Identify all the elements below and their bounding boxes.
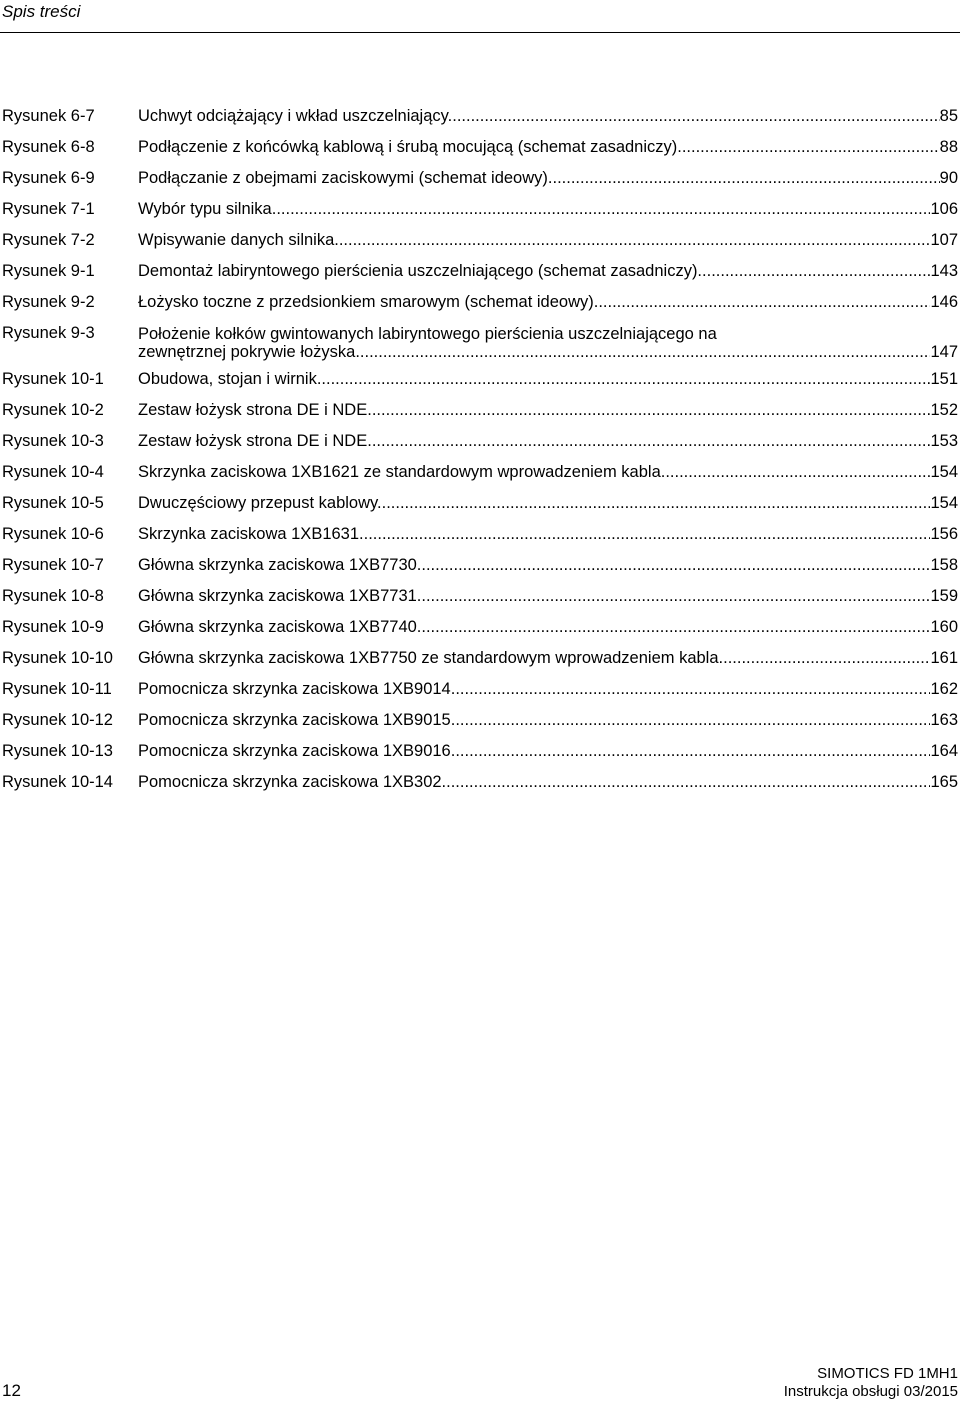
page-number: 151 — [930, 370, 958, 388]
footer-product: SIMOTICS FD 1MH1 — [817, 1365, 958, 1382]
toc-row[interactable] — [0, 225, 960, 256]
dot-leader — [451, 736, 931, 767]
figure-label: Rysunek 6-7 — [2, 107, 95, 125]
page-number: 163 — [930, 711, 958, 729]
dot-leader — [451, 674, 931, 705]
dot-leader — [421, 612, 930, 643]
figure-label: Rysunek 10-7 — [2, 556, 104, 574]
dot-leader — [382, 488, 931, 519]
figure-label: Rysunek 10-2 — [2, 401, 104, 419]
figure-title: Podłączanie z obejmami zaciskowymi (schemat ideowy). — [138, 169, 553, 187]
page-number: 146 — [930, 293, 958, 311]
toc-row[interactable] — [0, 736, 960, 767]
dot-leader — [452, 101, 939, 132]
toc-row[interactable] — [0, 767, 960, 798]
figure-title: Podłączenie z końcówką kablową i śrubą mocującą (schemat zasadniczy). — [138, 138, 682, 156]
figure-title: Uchwyt odciążający i wkład uszczelniający. — [138, 107, 453, 125]
toc-row[interactable] — [0, 163, 960, 194]
figure-label: Rysunek 10-5 — [2, 494, 104, 512]
page-number: 154 — [930, 494, 958, 512]
figure-title: Główna skrzynka zaciskowa 1XB7731. — [138, 587, 422, 605]
figure-label: Rysunek 6-8 — [2, 138, 95, 156]
figure-label: Rysunek 10-1 — [2, 370, 104, 388]
page-number: 156 — [930, 525, 958, 543]
figure-label: Rysunek 10-8 — [2, 587, 104, 605]
toc-row[interactable] — [0, 705, 960, 736]
dot-leader — [339, 225, 931, 256]
header-title: Spis treści — [2, 2, 81, 21]
figure-label: Rysunek 9-3 — [2, 324, 95, 342]
figure-label: Rysunek 10-12 — [2, 711, 113, 729]
page-number: 152 — [930, 401, 958, 419]
page-number: 162 — [930, 680, 958, 698]
figure-title: Dwuczęściowy przepust kablowy. — [138, 494, 382, 512]
page-number: 154 — [930, 463, 958, 481]
figure-title: Pomocnicza skrzynka zaciskowa 1XB9016 — [138, 742, 451, 760]
page-number: 106 — [930, 200, 958, 218]
figure-title: Demontaż labiryntowego pierścienia uszczelniającego (schemat zasadniczy). — [138, 262, 703, 280]
dot-leader — [364, 519, 931, 550]
toc-row[interactable] — [0, 550, 960, 581]
figure-label: Rysunek 9-1 — [2, 262, 95, 280]
figure-label: Rysunek 10-6 — [2, 525, 104, 543]
page-number: 161 — [930, 649, 958, 667]
page-number: 143 — [930, 262, 958, 280]
figure-title: Wpisywanie danych silnika. — [138, 231, 339, 249]
toc-row[interactable] — [0, 643, 960, 674]
figure-title: Skrzynka zaciskowa 1XB1621 ze standardowym wprowadzeniem kabla. — [138, 463, 666, 481]
figure-title: Główna skrzynka zaciskowa 1XB7750 ze standardowym wprowadzeniem kabla. — [138, 649, 724, 667]
figure-label: Rysunek 9-2 — [2, 293, 95, 311]
figure-label: Rysunek 10-10 — [2, 649, 113, 667]
page-number: 85 — [939, 107, 958, 125]
figure-title: Zestaw łożysk strona DE i NDE. — [138, 432, 372, 450]
figure-label: Rysunek 10-3 — [2, 432, 104, 450]
toc-row[interactable] — [0, 256, 960, 287]
toc-row[interactable] — [0, 364, 960, 395]
dot-leader — [360, 343, 931, 361]
dot-leader — [665, 457, 930, 488]
page-number: 165 — [930, 773, 958, 791]
dot-leader — [723, 643, 930, 674]
page-number: 160 — [930, 618, 958, 636]
figure-title: Główna skrzynka zaciskowa 1XB7730. — [138, 556, 422, 574]
footer-page-number: 12 — [2, 1381, 21, 1400]
toc-row[interactable] — [0, 287, 960, 318]
toc-row[interactable] — [0, 101, 960, 132]
dot-leader — [446, 767, 930, 798]
figure-title: Zestaw łożysk strona DE i NDE. — [138, 401, 372, 419]
figure-title: Łożysko toczne z przedsionkiem smarowym (schemat ideowy). — [138, 293, 599, 311]
figure-title: Główna skrzynka zaciskowa 1XB7740. — [138, 618, 422, 636]
page-number: 107 — [930, 231, 958, 249]
figure-label: Rysunek 10-9 — [2, 618, 104, 636]
toc-row[interactable] — [0, 519, 960, 550]
dot-leader — [276, 194, 930, 225]
toc-row[interactable] — [0, 581, 960, 612]
toc-row[interactable] — [0, 426, 960, 457]
figure-label: Rysunek 10-4 — [2, 463, 104, 481]
dot-leader — [451, 705, 931, 736]
figure-title: Skrzynka zaciskowa 1XB1631. — [138, 525, 364, 543]
figure-label: Rysunek 6-9 — [2, 169, 95, 187]
figure-title: zewnętrznej pokrywie łożyska. — [138, 343, 360, 361]
toc-row[interactable] — [0, 612, 960, 643]
dot-leader — [598, 287, 930, 318]
page-number: 164 — [930, 742, 958, 760]
page-number: 159 — [930, 587, 958, 605]
figure-label: Rysunek 7-2 — [2, 231, 95, 249]
figure-label: Rysunek 7-1 — [2, 200, 95, 218]
dot-leader — [421, 581, 930, 612]
figure-label: Rysunek 10-13 — [2, 742, 113, 760]
dot-leader — [372, 395, 931, 426]
toc-row[interactable] — [0, 318, 960, 364]
figure-title: Obudowa, stojan i wirnik. — [138, 370, 322, 388]
dot-leader — [372, 426, 931, 457]
page-number: 90 — [939, 169, 958, 187]
toc-row[interactable] — [0, 194, 960, 225]
page-number: 88 — [939, 138, 958, 156]
toc-row[interactable] — [0, 488, 960, 519]
figure-label: Rysunek 10-14 — [2, 773, 113, 791]
toc-row[interactable] — [0, 457, 960, 488]
page-number: 147 — [930, 343, 958, 361]
dot-leader — [321, 364, 930, 395]
toc-row[interactable] — [0, 674, 960, 705]
dot-leader — [421, 550, 930, 581]
footer-doc: Instrukcja obsługi 03/2015 — [783, 1383, 958, 1400]
figure-title: Pomocnicza skrzynka zaciskowa 1XB302. — [138, 773, 447, 791]
page-number: 158 — [930, 556, 958, 574]
page-header — [0, 0, 960, 33]
figure-label: Rysunek 10-11 — [2, 680, 112, 698]
toc-row[interactable] — [0, 395, 960, 426]
figure-title-line1: Położenie kołków gwintowanych labiryntowego pierścienia uszczelniającego na — [138, 325, 717, 343]
figure-title: Wybór typu silnika. — [138, 200, 277, 218]
page-number: 153 — [930, 432, 958, 450]
dot-leader — [682, 132, 940, 163]
toc-row[interactable] — [0, 132, 960, 163]
figure-title: Pomocnicza skrzynka zaciskowa 1XB9014 — [138, 680, 451, 698]
dot-leader — [702, 256, 930, 287]
dot-leader — [552, 163, 939, 194]
figure-title: Pomocnicza skrzynka zaciskowa 1XB9015 — [138, 711, 451, 729]
table-of-figures — [0, 101, 960, 798]
footer-info — [784, 1365, 958, 1401]
